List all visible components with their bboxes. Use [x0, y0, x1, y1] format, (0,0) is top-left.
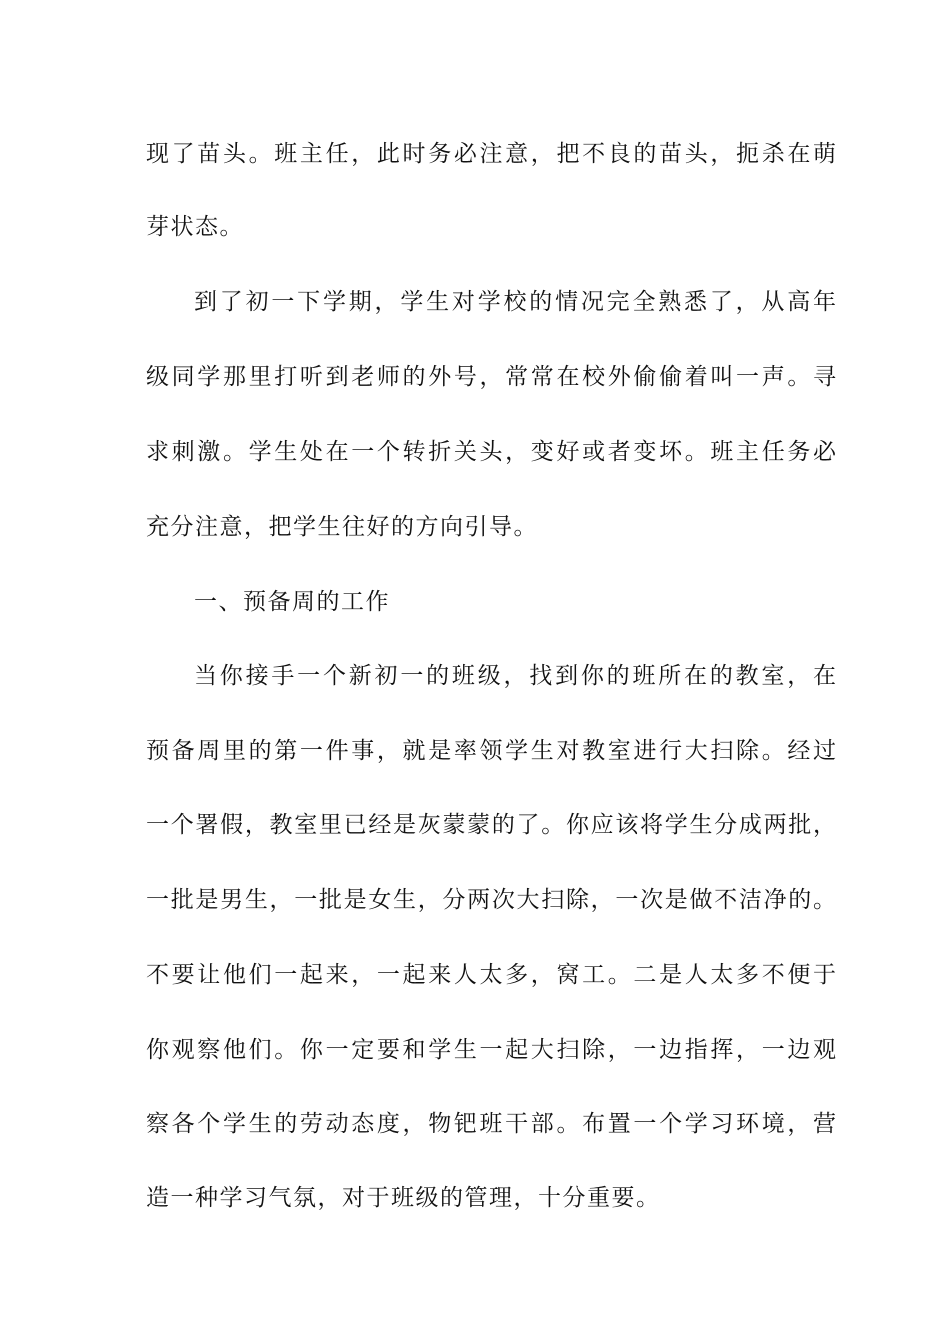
text-line: 不要让他们一起来，一起来人太多，窝工。二是人太多不便于 — [146, 962, 836, 988]
text-line: 充分注意，把学生往好的方向引导。 — [146, 514, 538, 540]
text-line: 求刺激。学生处在一个转折关头，变好或者变坏。班主任务必 — [146, 439, 836, 465]
text-line: 一个署假，教室里已经是灰蒙蒙的了。你应该将学生分成两批， — [146, 812, 836, 838]
text-line: 一批是男生，一批是女生，分两次大扫除，一次是做不洁净的。 — [146, 887, 836, 913]
text-line: 造一种学习气氛，对于班级的管理，十分重要。 — [146, 1185, 661, 1211]
section-heading: 一、预备周的工作 — [194, 589, 390, 615]
text-line: 你观察他们。你一定要和学生一起大扫除，一边指挥，一边观 — [146, 1037, 836, 1063]
text-line: 到了初一下学期，学生对学校的情况完全熟悉了，从高年 — [194, 289, 836, 315]
text-line: 现了苗头。班主任，此时务必注意，把不良的苗头，扼杀在萌 — [146, 141, 836, 167]
text-line: 当你接手一个新初一的班级，找到你的班所在的教室，在 — [194, 663, 836, 689]
text-line: 芽状态。 — [146, 214, 244, 240]
text-line: 预备周里的第一件事，就是率领学生对教室进行大扫除。经过 — [146, 738, 836, 764]
text-line: 级同学那里打听到老师的外号，常常在校外偷偷着叫一声。寻 — [146, 364, 836, 390]
text-line: 察各个学生的劳动态度，物钯班干部。布置一个学习环境，营 — [146, 1111, 836, 1137]
